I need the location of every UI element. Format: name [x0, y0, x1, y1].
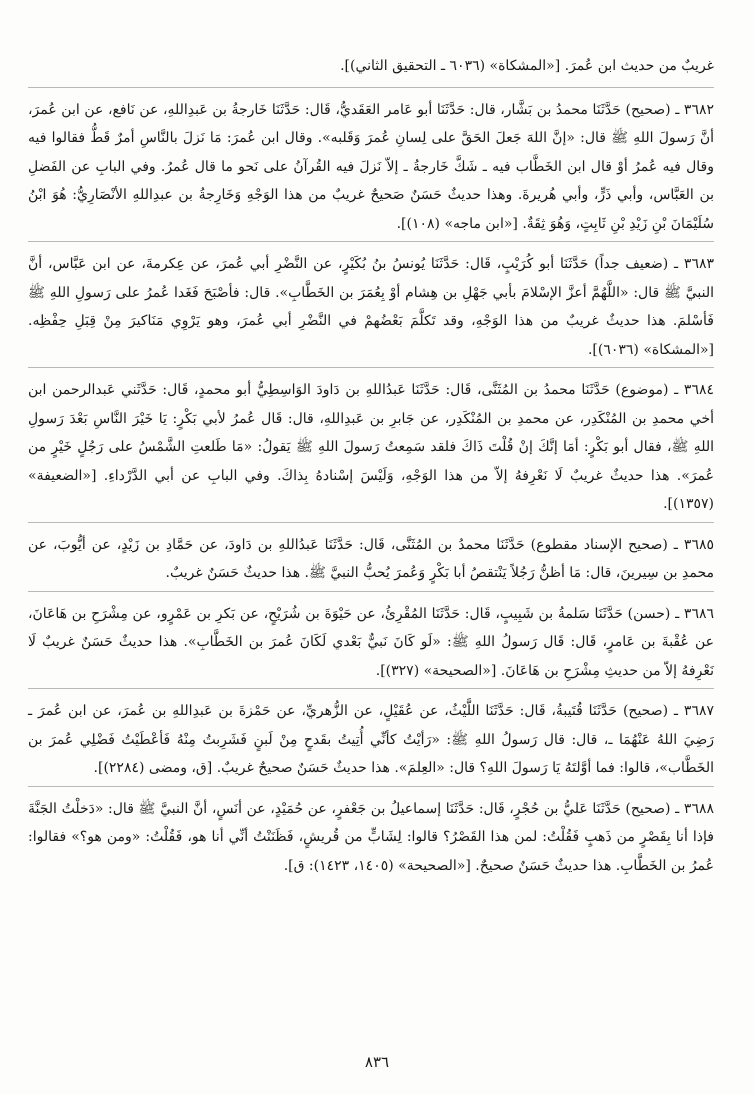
hadith-3687: ٣٦٨٧ ـ (صحيح) حَدَّثَنَا قُتَيبةُ، قَال: حَدَّثَنَا اللَّيْثُ، عن عُقَيْلٍ، عن الزُّهريِّ، عن حَمْزةَ بن عَبدِاللهِ بن عُمرَ، عن ابن عُمرَ ـ رَضِيَ اللهُ عَنْهُمَا ـ، قال: قال رَسولُ اللهِ ﷺ: «رَأيْتُ كأنِّي أُتِيتُ بقَدحٍ مِنْ لَبنٍ فَشَرِبتُ مِنْهُ فَأعْطَيْتُ فَضْلِي عُمرَ بن الخَطَّاب»، قالوا: فما أوَّلتَهُ يَا رَسولَ اللهِ؟ قال: «العِلمَ». هذا حديثٌ حَسَنٌ صحيحٌ غريبٌ. [ق، ومضى (٢٢٨٤)].: [28, 703, 714, 776]
separator: [28, 688, 714, 689]
separator: [28, 591, 714, 592]
separator: [28, 367, 714, 368]
hadith-3682: ٣٦٨٢ ـ (صحيح) حَدَّثَنَا محمدُ بن بَشَّار، قال: حَدَّثَنَا أبو عَامر العَقَديُّ، قَال: حَدَّثَنَا خَارجةُ بن عَبدِاللهِ، عن نَافع، عن ابن عُمرَ، أنَّ رَسولَ اللهِ ﷺ قال: «إنَّ اللهَ جَعلَ الحَقَّ على لِسانِ عُمرَ وَقَلبه». وقال ابن عُمرَ: مَا نَزلَ بالنَّاسِ أمرٌ قَطُّ فقالوا فيه وقال فيه عُمرُ أوْ قال ابن الخَطَّاب فيه ـ شَكَّ خَارجةُ ـ إلاّ نَزلَ فيه القُرآنُ على نَحو ما قال عُمرُ. وفي البابِ عن الفَضلِ بن العَبَّاس، وأبي ذَرٍّ، وأبي هُريرةَ. وهذا حديثٌ حَسَنٌ صَحيحٌ غريبٌ من هذا الوَجْهِ وَخَارِجةُ بن عبدِاللهِ الأنْصَارِيُّ: هُوَ ابْنُ سُلَيْمَانَ بْنِ زَيْدِ بْنِ ثَابِتٍ، وَهُوَ ثِقَةٌ. [«ابن ماجه» (١٠٨)].: [28, 101, 714, 232]
separator: [28, 522, 714, 523]
hadith-3684: ٣٦٨٤ ـ (موضوع) حَدَّثَنَا محمدُ بن المُثَنَّى، قَال: حَدَّثَنَا عَبدُاللهِ بن دَاودَ الوَاسِطِيُّ أبو محمدٍ، قَال: حَدَّثَني عَبدالرحمن ابن أخي محمدِ بن المُنْكَدِر، عن محمدِ بن المُنْكَدِر، عن جَابرِ بن عَبدِاللهِ، قال: قَال عُمرُ لأبي بَكْرٍ: يَا خَيْرَ النَّاسِ بَعْدَ رَسولِ اللهِ ﷺ، فقال أبو بَكْرٍ: أمَا إنَّكَ إنْ قُلْتَ ذَاكَ فلقد سَمِعتُ رَسولَ اللهِ ﷺ يَقولُ: «مَا طَلعتِ الشَّمْسُ على رَجُلٍ خَيْرٍ من عُمرَ». هذا حديثٌ غريبٌ لَا نَعْرِفهُ إلاّ من هذا الوَجْهِ، وَلَيْسَ إسْنادهُ بِذاكَ. وفي البابِ عن أبي الدَّرْداءِ. [«الضعيفة» (١٣٥٧)].: [28, 382, 714, 512]
hadith-3683: ٣٦٨٣ ـ (ضعيف جداً) حَدَّثَنَا أبو كُرَيْبٍ، قَال: حَدَّثَنَا يُونسُ بنُ بُكَيْرٍ، عن النَّضْرِ أبي عُمرَ، عن عِكرمةَ، عن ابن عَبَّاس، أنَّ النبيَّ ﷺ قال: «اللَّهُمَّ أعزَّ الإسْلامَ بأبي جَهْلِ بن هِشام أوْ بِعُمَرَ بن الخَطَّابِ». قال: فأصْبَحَ فَغَدا عُمرُ على رَسولِ اللهِ ﷺ فَأسْلمَ. هذا حديثٌ غريبٌ من هذا الوَجْهِ، وقد تَكلَّمَ بَعْضُهمْ في النَّضْرِ أبي عُمرَ، وهو يَرْوِي مَنَاكيرَ مِنْ قِبَلِ حِفْظِه. [«المشكاة» (٦٠٣٦)].: [28, 256, 715, 358]
page-body: [28, 52, 714, 883]
paragraph-continuation: غريبٌ من حديث ابن عُمرَ. [«المشكاة» (٦٠٣٦ ـ التحقيق الثاني)].: [340, 58, 714, 74]
separator: [28, 87, 714, 88]
separator: [28, 241, 714, 242]
separator: [28, 786, 714, 787]
hadith-3688: ٣٦٨٨ ـ (صحيح) حَدَّثَنَا عَليُّ بن حُجْرٍ، قَال: حَدَّثَنَا إسماعيلُ بن جَعْفرٍ، عن حُمَيْدٍ، عن أنَسٍ، أنَّ النبيَّ ﷺ قال: «دَخلْتُ الجَنَّةَ فإذا أنا بِقَصْرٍ من ذَهبٍ فَقُلْتُ: لمن هذا القَصْرُ؟ قالوا: لِشَابٍّ من قُريشٍ، فَظَنَنْتُ أنِّي أنا هو، فَقُلْتُ: «ومن هو؟» فقالوا: عُمرُ بن الخَطَّابِ. هذا حديثٌ حَسَنٌ صحيحٌ. [«الصحيحة» (١٤٠٥، ١٤٢٣): ق].: [28, 800, 714, 874]
page-number: ٨٣٦: [364, 1053, 390, 1071]
hadith-3686: ٣٦٨٦ ـ (حسن) حَدَّثَنَا سَلمةُ بن شَبِيبٍ، قَال: حَدَّثَنَا المُقْرِئُ، عن حَيْوَةَ بن شُرَيْحٍ، عن بَكرِ بن عَمْرٍو، عن مِشْرَحِ بن هَاعَانَ، عن عُقْبةَ بن عَامرٍ، قَال: قَال رَسولُ اللهِ ﷺ: «لَو كَانَ نَبيٌّ بَعْدي لَكَانَ عُمرَ بن الخَطَّابِ». هذا حديثٌ حَسَنٌ غريبٌ لَا نَعْرِفهُ إلاّ من حديثِ مِشْرَحِ بن هَاعَانَ. [«الصحيحة» (٣٢٧)].: [28, 605, 714, 679]
hadith-3685: ٣٦٨٥ ـ (صحيح الإسناد مقطوع) حَدَّثَنَا محمدُ بن المُثَنَّى، قَال: حَدَّثَنَا عَبدُاللهِ بن دَاودَ، عن حَمَّادِ بن زَيْدٍ، عن أيُّوبَ، عن محمدِ بن سِيرينَ، قال: مَا أظنُّ رَجُلاً يَنْتقصُ أبا بَكْرٍ وَعُمرَ يُحبُّ النبيَّ ﷺ. هذا حديثٌ حَسَنٌ غريبٌ.: [28, 536, 714, 581]
